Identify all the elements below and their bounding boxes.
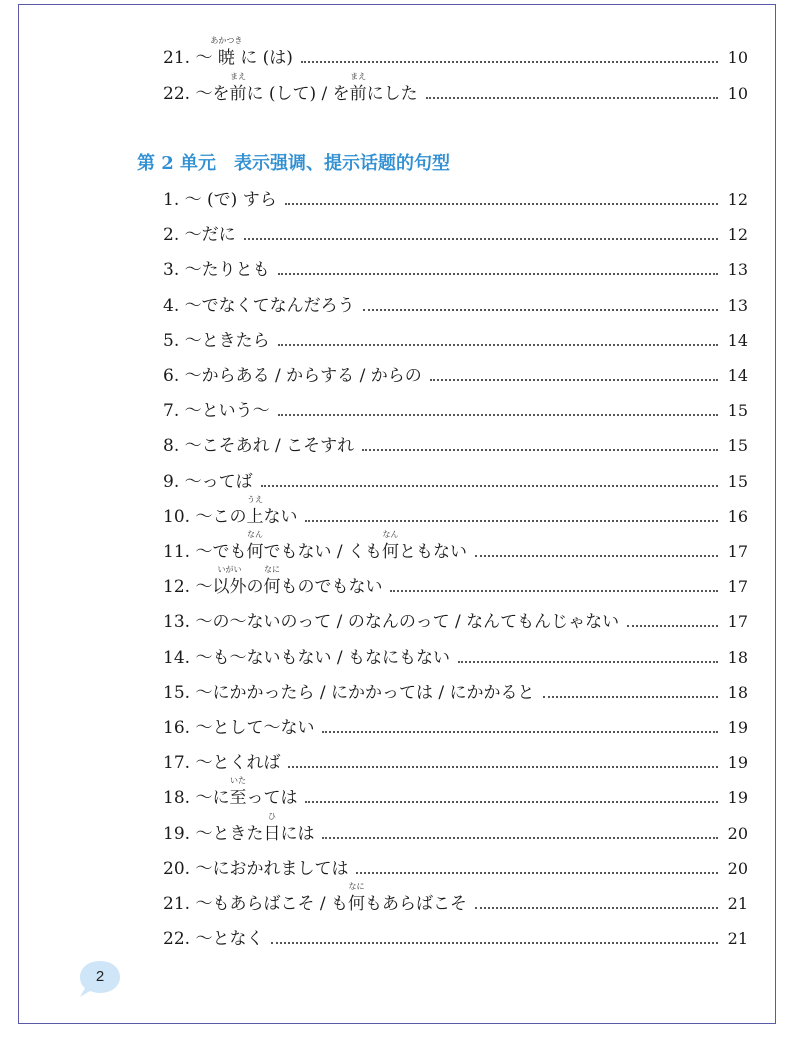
toc-entry-title: [185, 401, 270, 421]
toc-entry[interactable]: [163, 602, 748, 632]
furigana-word: [349, 71, 367, 104]
toc-entry[interactable]: [163, 391, 748, 421]
dot-leader: [475, 907, 718, 909]
toc-entry-page: 12: [727, 225, 748, 245]
title-text: ～も～ないもない / もなにもない: [195, 647, 450, 668]
toc-entry-number: 8.: [163, 436, 185, 457]
title-text: ～とくれば: [195, 753, 281, 774]
furigana-base: 上: [246, 506, 264, 527]
title-text: には: [280, 823, 315, 844]
toc-entry-page: 14: [727, 330, 748, 350]
furigana-base: 何: [246, 542, 264, 562]
toc-entry[interactable]: [163, 71, 748, 104]
toc-entry-title: [195, 811, 315, 844]
toc-entry-number: 1.: [163, 190, 185, 210]
toc-entry-page: 18: [727, 647, 748, 667]
toc-entry-page: 15: [727, 401, 748, 421]
furigana-reading: まえ: [229, 71, 246, 81]
toc-entry-title: [195, 648, 450, 668]
title-text: ～ときた: [195, 823, 264, 844]
toc-entry-title: [195, 612, 619, 632]
furigana-reading: まえ: [350, 71, 367, 81]
toc-entry-title: [185, 225, 236, 245]
dot-leader: [426, 97, 718, 99]
toc-entry-title: [195, 882, 467, 914]
dot-leader: [278, 414, 718, 416]
furigana-reading: なに: [348, 882, 365, 891]
toc-entry-page: 13: [727, 295, 748, 315]
toc-entry-page: 13: [727, 260, 748, 280]
toc-entry-title: [195, 530, 467, 562]
furigana-word: [382, 530, 399, 562]
toc-entry-number: 20.: [163, 858, 196, 879]
toc-entry-number: 18.: [163, 788, 196, 809]
title-text: ～にかかったら / にかかっては / にかかると: [195, 682, 535, 703]
dot-leader: [458, 661, 718, 663]
toc-entry[interactable]: [163, 884, 748, 914]
furigana-word: [246, 530, 264, 562]
title-text: ～を: [195, 83, 230, 104]
furigana-reading: いた: [229, 776, 246, 786]
toc-entry[interactable]: [163, 567, 748, 597]
dot-leader: [278, 344, 718, 346]
toc-entry-number: 16.: [163, 718, 196, 738]
toc-entry-number: 3.: [163, 260, 185, 281]
toc-entry-page: 15: [727, 471, 748, 491]
toc-entry-title: [185, 260, 270, 280]
furigana-word: [229, 776, 247, 809]
toc-entry-page: 21: [727, 929, 748, 949]
toc-entry-title: [195, 929, 263, 949]
title-text: に (して) / を: [246, 83, 350, 104]
furigana-reading: いがい: [217, 565, 242, 575]
toc-entry-title: [195, 494, 298, 527]
dot-leader: [288, 766, 718, 768]
title-text: ～たりとも: [184, 260, 270, 281]
furigana-base: 至: [229, 788, 247, 809]
furigana-word: [210, 36, 243, 68]
toc-entry-title: [195, 683, 534, 703]
furigana-reading: なん: [382, 530, 399, 539]
toc-entry[interactable]: [163, 426, 748, 456]
toc-entry-page: 17: [727, 542, 748, 561]
toc-entry[interactable]: [163, 778, 748, 808]
title-text: ～からある / からする / からの: [184, 366, 422, 386]
toc-entry-number: 11.: [163, 542, 196, 562]
dot-leader: [278, 273, 718, 275]
toc-entry-page: 14: [727, 366, 748, 385]
title-text: もあらばこそ: [365, 894, 467, 914]
toc-entry[interactable]: [163, 215, 748, 245]
dot-leader: [356, 872, 718, 874]
toc-entry-page: 15: [727, 436, 748, 456]
page-number: 2: [95, 968, 105, 985]
furigana-base: 何: [263, 577, 281, 598]
title-text: ～こそあれ / こそすれ: [184, 436, 355, 457]
furigana-reading: ひ: [267, 811, 276, 821]
toc-entry-page: 20: [727, 823, 748, 843]
toc-entry[interactable]: [163, 919, 748, 949]
dot-leader: [271, 942, 718, 944]
toc-entry[interactable]: [163, 462, 748, 492]
toc-entry-page: 21: [727, 894, 748, 913]
title-text: ～この: [195, 506, 247, 527]
title-text: ～ってば: [184, 471, 253, 492]
toc-entry[interactable]: [163, 180, 748, 210]
toc-entry-number: 21.: [163, 48, 196, 68]
toc-entry-page: 19: [727, 753, 748, 773]
toc-entry-title: [185, 472, 253, 492]
toc-entry-page: 17: [727, 612, 748, 632]
toc-entry-number: 22.: [163, 83, 196, 104]
toc-entry-page: 10: [727, 83, 748, 103]
title-text: ～でも: [195, 542, 247, 562]
toc-entry-title: [185, 190, 277, 210]
toc-entry-number: 22.: [163, 929, 196, 950]
page-number-badge: [78, 960, 118, 998]
toc-entry-number: 21.: [163, 894, 196, 914]
toc-entry[interactable]: [163, 250, 748, 280]
title-text: ～という～: [184, 401, 270, 422]
dot-leader: [322, 837, 718, 839]
furigana-base: 何: [348, 894, 365, 914]
title-text: ～として～ない: [195, 718, 315, 738]
toc-entry-number: 19.: [163, 823, 196, 844]
title-text: ～: [195, 48, 218, 68]
furigana-reading: うえ: [246, 494, 263, 504]
furigana-reading: あかつき: [210, 36, 243, 45]
title-text: ～におかれましては: [195, 858, 349, 879]
toc-entry[interactable]: [163, 494, 748, 527]
furigana-word: [246, 494, 264, 527]
toc-entry-title: [185, 366, 422, 386]
dot-leader: [390, 590, 718, 592]
furigana-reading: なん: [246, 530, 263, 539]
furigana-base: 以外: [212, 577, 247, 598]
title-text: ～だに: [184, 225, 236, 246]
toc-entry-number: 10.: [163, 506, 196, 527]
title-text: の: [246, 577, 264, 598]
title-text: ともない: [399, 542, 467, 562]
toc-entry[interactable]: [163, 849, 748, 879]
toc-entry-title: [195, 753, 280, 773]
dot-leader: [301, 61, 718, 63]
toc-entry-page: 12: [727, 190, 748, 209]
dot-leader: [475, 555, 718, 557]
toc-entry[interactable]: [163, 321, 748, 351]
toc-entry[interactable]: [163, 743, 748, 773]
toc-entry-number: 14.: [163, 647, 196, 668]
furigana-reading: なに: [263, 565, 280, 575]
toc-entry-page: 16: [727, 506, 748, 526]
toc-entry-title: [195, 859, 348, 879]
title-text: ものでもない: [280, 577, 383, 598]
toc-entry-number: 17.: [163, 753, 196, 774]
toc-entry-title: [195, 776, 298, 809]
dot-leader: [363, 309, 718, 311]
furigana-base: 前: [229, 83, 247, 104]
title-text: っては: [246, 788, 298, 809]
toc-entry[interactable]: [163, 638, 748, 668]
dot-leader: [627, 625, 718, 627]
toc-entry[interactable]: [163, 286, 748, 316]
title-text: ない: [263, 506, 298, 527]
title-text: ～ (で) すら: [184, 190, 277, 210]
furigana-word: [229, 71, 247, 104]
toc-entry-number: 6.: [163, 366, 185, 386]
title-text: ～: [195, 577, 213, 598]
toc-entry-title: [185, 296, 355, 316]
toc-entry[interactable]: [163, 708, 748, 738]
toc-entry[interactable]: [163, 356, 748, 386]
toc-entry[interactable]: [163, 811, 748, 844]
toc-entry-number: 5.: [163, 330, 185, 351]
dot-leader: [285, 203, 718, 205]
title-text: ～に: [195, 788, 230, 809]
title-text: ～となく: [195, 929, 264, 950]
toc-entry-page: 19: [727, 788, 748, 808]
title-text: ～ときたら: [184, 330, 270, 351]
toc-entry-title: [195, 718, 314, 738]
furigana-word: [212, 565, 247, 598]
toc-entry-title: [195, 565, 383, 598]
furigana-base: 何: [382, 542, 399, 562]
toc-entry-page: 18: [727, 682, 748, 702]
furigana-word: [263, 811, 281, 844]
furigana-base: 前: [349, 83, 367, 104]
title-text: ～の～ないのって / のなんのって / なんてもんじゃない: [195, 612, 620, 633]
furigana-word: [263, 565, 281, 598]
toc-entry-number: 9.: [163, 471, 185, 492]
toc-entry-number: 2.: [163, 225, 185, 246]
toc-entry-page: 20: [727, 858, 748, 878]
toc-entry-title: [195, 71, 418, 104]
toc-entry-page: 10: [727, 48, 748, 67]
dot-leader: [430, 379, 718, 381]
toc-entry[interactable]: [163, 673, 748, 703]
dot-leader: [305, 520, 718, 522]
furigana-word: [348, 882, 365, 914]
toc-entry-number: 15.: [163, 682, 196, 703]
toc-entry-page: 17: [727, 577, 748, 597]
dot-leader: [244, 238, 718, 240]
title-text: でもない / くも: [263, 542, 382, 562]
furigana-base: 日: [263, 823, 281, 844]
dot-leader: [362, 449, 718, 451]
dot-leader: [543, 696, 718, 698]
dot-leader: [305, 801, 718, 803]
unit-heading: 第 2 单元 表示强调、提示话题的句型: [137, 153, 451, 174]
dot-leader: [322, 731, 718, 733]
toc-entry-title: [185, 331, 270, 351]
toc-entry[interactable]: [163, 38, 748, 68]
title-text: ～もあらばこそ / も: [195, 894, 348, 914]
title-text: にした: [366, 83, 418, 104]
toc-entry-number: 4.: [163, 295, 185, 316]
toc-entry-title: [195, 36, 293, 68]
toc-entry-number: 7.: [163, 401, 185, 422]
title-text: ～でなくてなんだろう: [184, 295, 355, 316]
toc-entry-title: [185, 436, 355, 456]
toc-entry-page: 19: [727, 718, 748, 737]
dot-leader: [261, 485, 718, 487]
toc-entry-number: 13.: [163, 612, 196, 633]
furigana-base: 暁: [217, 48, 235, 68]
title-text: に (は): [234, 48, 293, 68]
toc-entry-number: 12.: [163, 577, 196, 598]
toc-entry[interactable]: [163, 532, 748, 562]
